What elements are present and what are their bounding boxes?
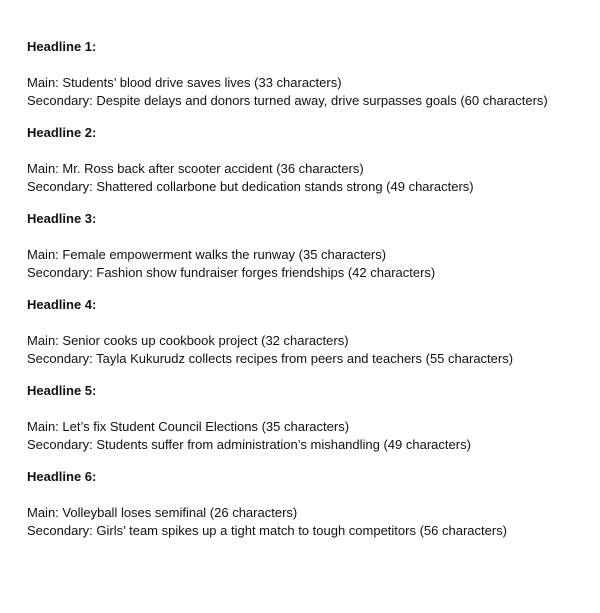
headline-section-5: [27, 382, 592, 454]
headline-heading: Headline 5:: [27, 383, 97, 398]
secondary-headline-text: Secondary: Girls’ team spikes up a tight match to tough competitors (56 characters): [27, 523, 508, 538]
headline-heading: Headline 2:: [27, 125, 97, 140]
main-headline-text: Main: Let’s fix Student Council Elections (35 characters): [27, 419, 350, 434]
headline-section-3: [27, 210, 592, 282]
headline-heading: Headline 3:: [27, 211, 97, 226]
main-headline-text: Main: Mr. Ross back after scooter accident (36 characters): [27, 161, 364, 176]
main-headline-text: Main: Students’ blood drive saves lives (33 characters): [27, 75, 342, 90]
secondary-headline-text: Secondary: Despite delays and donors turned away, drive surpasses goals (60 characters): [27, 93, 548, 108]
secondary-headline-text: Secondary: Fashion show fundraiser forges friendships (42 characters): [27, 265, 436, 280]
main-headline-text: Main: Senior cooks up cookbook project (32 characters): [27, 333, 349, 348]
main-headline-text: Main: Volleyball loses semifinal (26 characters): [27, 505, 298, 520]
headline-section-4: [27, 296, 592, 368]
headline-section-1: [27, 38, 592, 110]
secondary-headline-text: Secondary: Students suffer from administration’s mishandling (49 characters): [27, 437, 471, 452]
headline-heading: Headline 4:: [27, 297, 97, 312]
secondary-headline-text: Secondary: Shattered collarbone but dedication stands strong (49 characters): [27, 179, 474, 194]
secondary-headline-text: Secondary: Tayla Kukurudz collects recipes from peers and teachers (55 characters): [27, 351, 514, 366]
headline-section-2: [27, 124, 592, 196]
headline-section-6: [27, 468, 592, 540]
main-headline-text: Main: Female empowerment walks the runway (35 characters): [27, 247, 387, 262]
headline-heading: Headline 6:: [27, 469, 97, 484]
document: [27, 38, 592, 554]
headline-heading: Headline 1:: [27, 39, 97, 54]
